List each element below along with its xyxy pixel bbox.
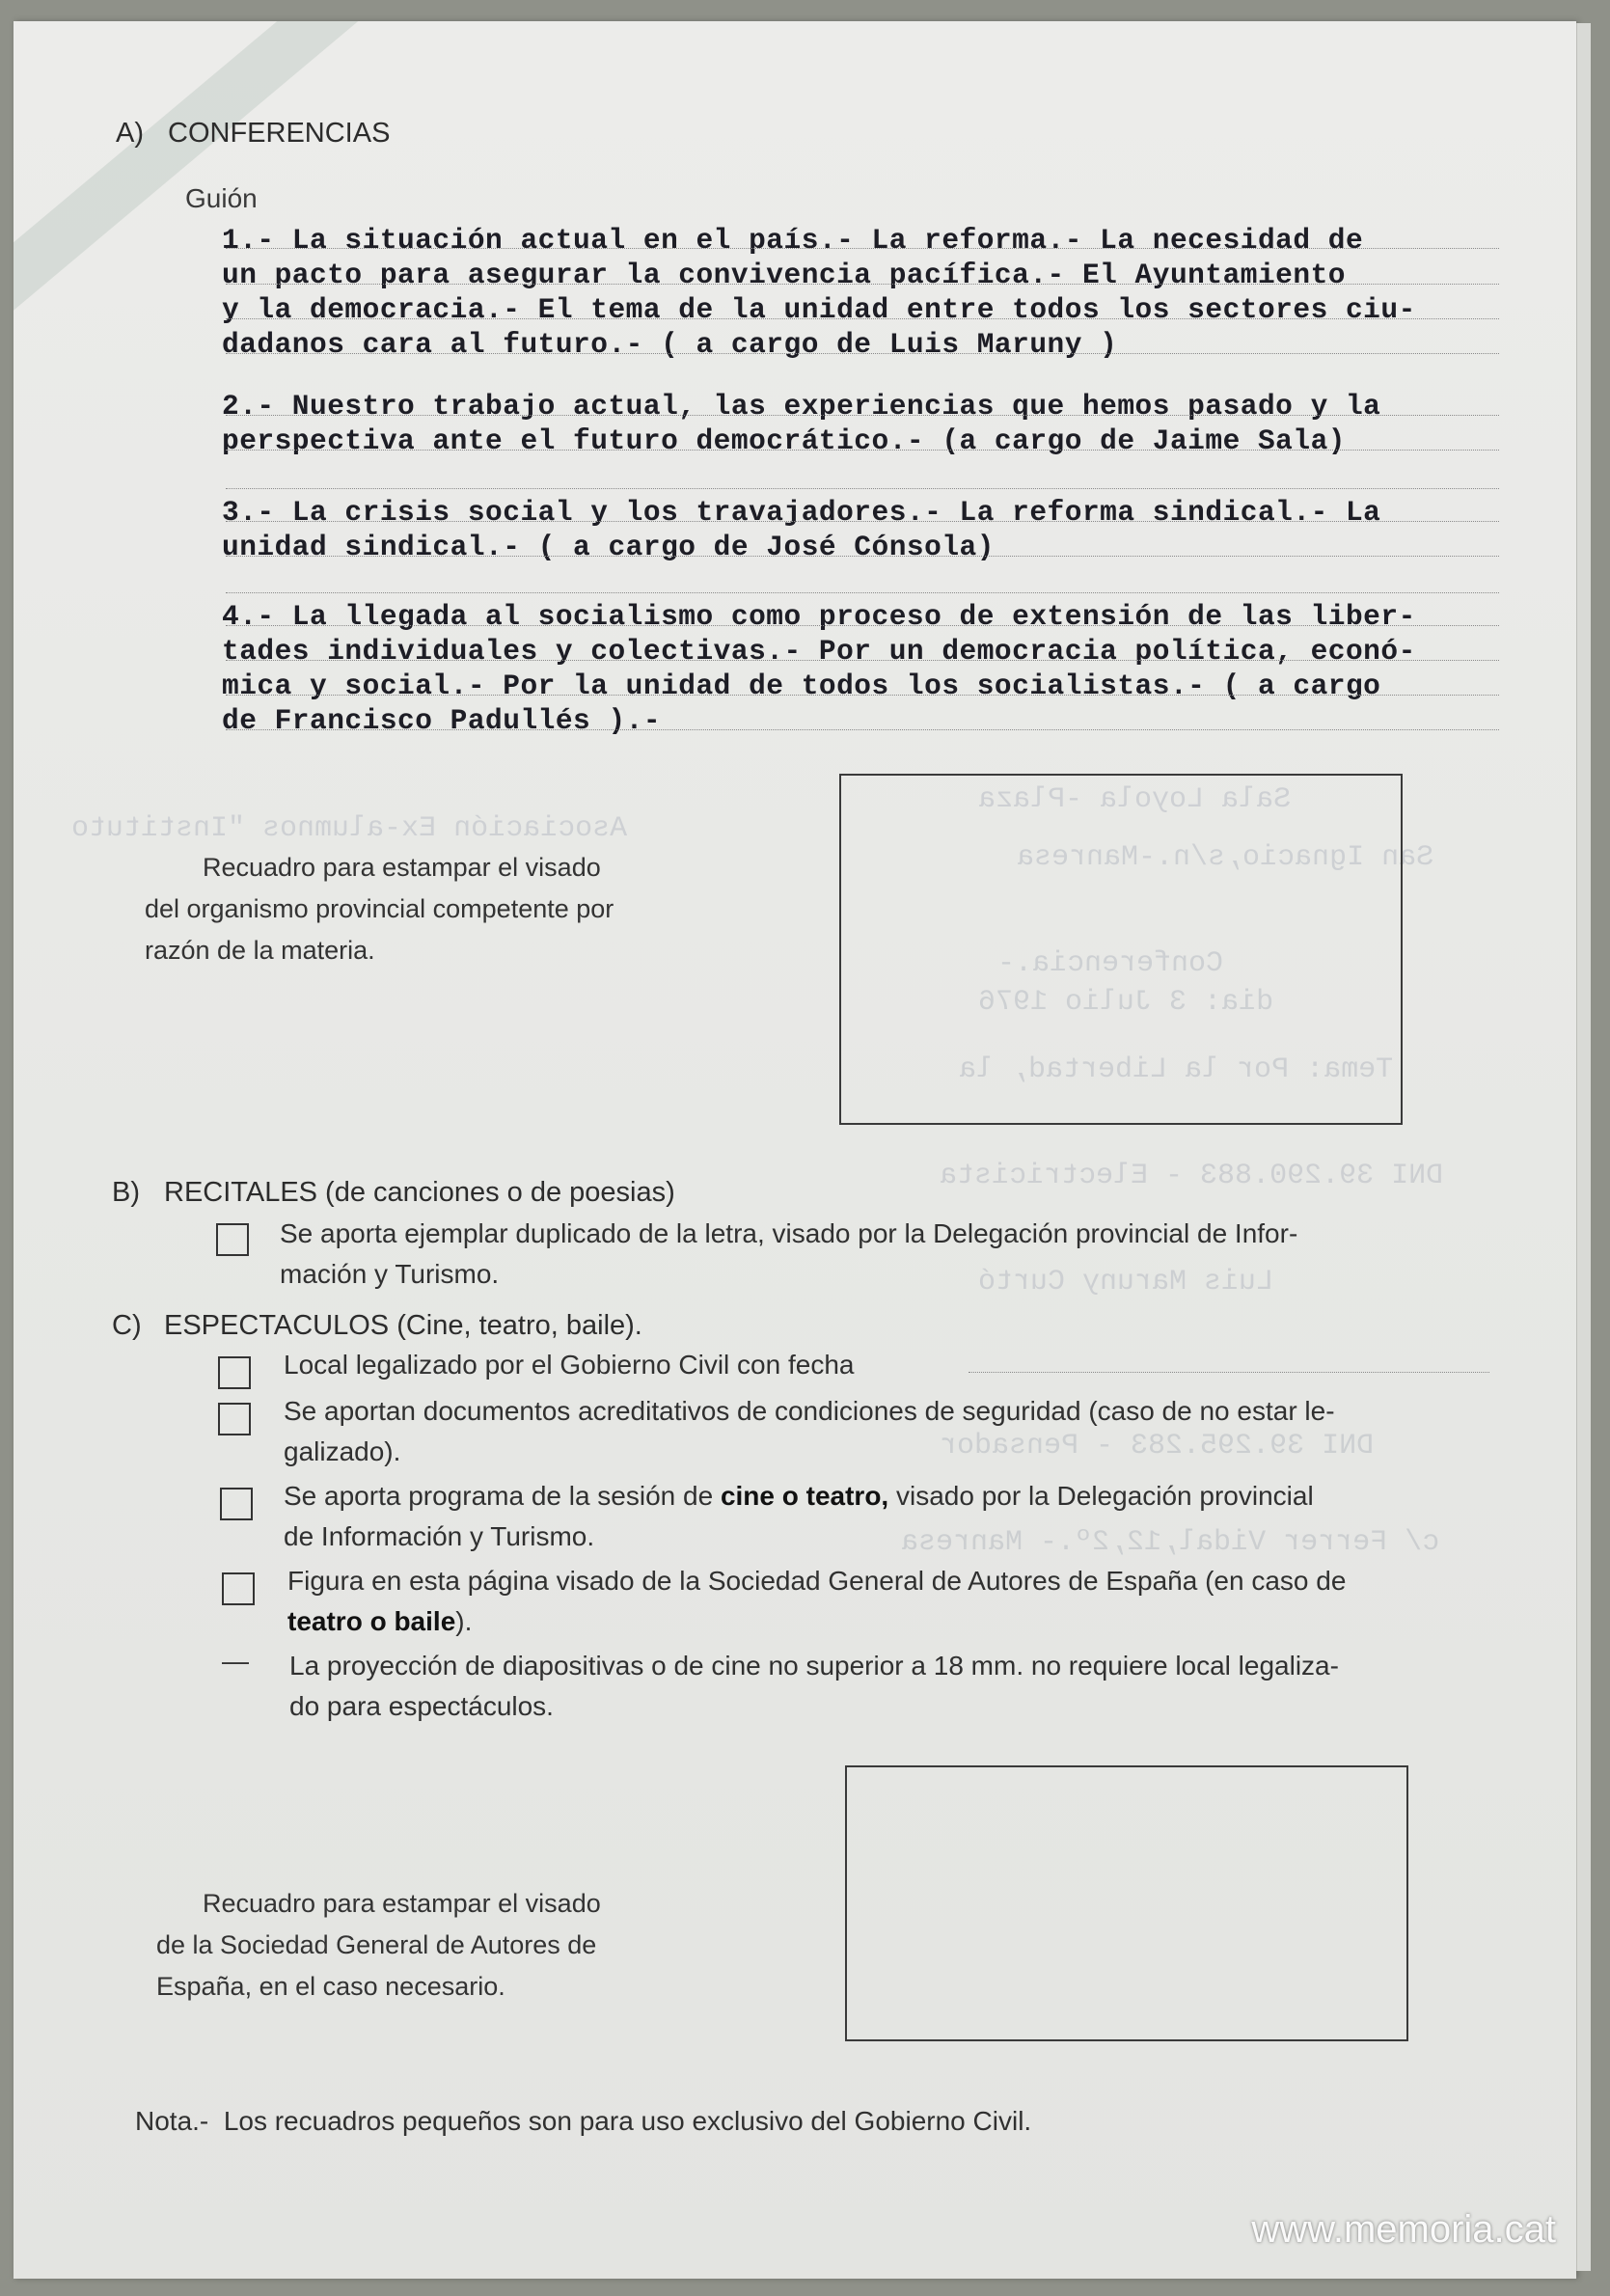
section-title: ESPECTACULOS (Cine, teatro, baile).: [164, 1310, 642, 1341]
ruled-line: [226, 729, 1499, 730]
espectaculo-item-4: [287, 1561, 1513, 1642]
bleed-through: DNI 39.290.883 - Electricista: [940, 1160, 1444, 1192]
section-a-subtitle: Guión: [185, 183, 258, 213]
item-line: mación y Turismo.: [280, 1259, 500, 1289]
ruled-line: [226, 521, 1499, 522]
sheet-edge: [1576, 23, 1591, 2271]
item-line: Figura en esta página visado de la Sociedad General de Autores de España (en caso de: [287, 1566, 1347, 1596]
ruled-line: [226, 318, 1499, 319]
item-line: [284, 1476, 1509, 1517]
caption-line: del organismo provincial competente por: [145, 894, 614, 923]
document-sheet: [14, 21, 1576, 2279]
ruled-line: [226, 695, 1499, 696]
item-line: de Información y Turismo.: [284, 1521, 595, 1551]
ruled-line: [226, 488, 1499, 489]
checkbox-programa-sesion[interactable]: [220, 1488, 253, 1520]
checkbox-recital-letra[interactable]: [216, 1223, 249, 1256]
caption-line: Recuadro para estampar el visado: [203, 853, 601, 882]
recital-item: [280, 1214, 1514, 1295]
bleed-through: Luis Maruny Curtó: [978, 1266, 1274, 1298]
item-line: do para espectáculos.: [289, 1691, 554, 1721]
talk-4-line-4: de Francisco Padullés ).-: [222, 704, 662, 737]
bleed-through: Conferencia.-: [997, 947, 1224, 980]
ruled-line: [226, 353, 1499, 354]
ruled-line: [226, 450, 1499, 451]
talk-1-line-3: y la democracia.- El tema de la unidad entre todos los sectores ciu-: [222, 293, 1416, 326]
stamp-box-provincial: [839, 774, 1403, 1125]
ruled-line: [226, 415, 1499, 416]
caption-line: razón de la materia.: [145, 936, 375, 965]
talk-3-line-1: 3.- La crisis social y los travajadores.- La reforma sindical.- La: [222, 496, 1381, 529]
talk-1-line-1: 1.- La situación actual en el país.- La reforma.- La necesidad de: [222, 224, 1364, 257]
talk-2-line-2: perspectiva ante el futuro democrático.- (a cargo de Jaime Sala): [222, 424, 1346, 457]
section-letter: A): [116, 118, 144, 149]
checkbox-documentos-seguridad[interactable]: [218, 1403, 251, 1435]
talk-4-line-3: mica y social.- Por la unidad de todos los socialistas.- ( a cargo: [222, 670, 1381, 702]
talk-4-line-1: 4.- La llegada al socialismo como proceso de extensión de las liber-: [222, 600, 1416, 633]
caption-line: de la Sociedad General de Autores de: [156, 1930, 597, 1959]
ruled-line: [226, 625, 1499, 626]
item-text: Se aporta programa de la sesión de: [284, 1481, 721, 1511]
caption-line: Recuadro para estampar el visado: [203, 1889, 601, 1918]
stamp-box-sgae: [845, 1765, 1408, 2041]
ruled-line: [226, 592, 1499, 593]
checkbox-visado-sgae[interactable]: [222, 1572, 255, 1605]
box-c-caption: [156, 1883, 754, 2008]
talk-4-line-2: tades individuales y colectivas.- Por un democracia política, econó-: [222, 635, 1416, 668]
espectaculo-item-1: Local legalizado por el Gobierno Civil con fecha: [284, 1350, 855, 1380]
talk-2-line-1: 2.- Nuestro trabajo actual, las experiencias que hemos pasado y la: [222, 390, 1381, 423]
item-bold-text: teatro o baile: [287, 1606, 456, 1636]
caption-line: España, en el caso necesario.: [156, 1972, 505, 2001]
note-line: [135, 2101, 1031, 2142]
section-b-heading: [112, 1177, 675, 1209]
talk-1-line-4: dadanos cara al futuro.- ( a cargo de Luis Maruny ): [222, 328, 1118, 361]
box-a-caption: [145, 847, 743, 971]
item-line: Se aporta ejemplar duplicado de la letra, visado por la Delegación provincial de Infor-: [280, 1218, 1298, 1248]
bleed-through: San Ignacio,s/n.-Manresa: [1017, 841, 1434, 874]
section-letter: C): [112, 1310, 142, 1341]
ruled-line: [226, 556, 1499, 557]
item-text: visado por la Delegación provincial: [888, 1481, 1314, 1511]
section-title: RECITALES (de canciones o de poesias): [164, 1177, 675, 1208]
espectaculo-item-3: [284, 1476, 1509, 1557]
ruled-line: [226, 284, 1499, 285]
bleed-through: Asociación Ex-alumnos "Instituto: [71, 812, 628, 845]
bleed-through: Tema: Por la Libertad, la: [959, 1053, 1394, 1086]
bleed-through: c/ Ferrer Vidal,12,2º.- Manresa: [901, 1526, 1440, 1559]
item-line: [287, 1601, 1513, 1642]
date-fill-line[interactable]: [969, 1372, 1489, 1373]
item-bold-text: cine o teatro,: [720, 1481, 889, 1511]
note-label: Nota.-: [135, 2106, 209, 2136]
note-text: Los recuadros pequeños son para uso exclusivo del Gobierno Civil.: [223, 2106, 1032, 2136]
section-letter: B): [112, 1177, 140, 1208]
section-a-heading: [116, 118, 390, 150]
section-title: CONFERENCIAS: [168, 118, 391, 149]
checkbox-local-legalizado[interactable]: [218, 1356, 251, 1389]
espectaculo-item-2: [284, 1391, 1509, 1472]
bleed-through: dia: 3 Julio 1976: [978, 986, 1274, 1019]
talk-1-line-2: un pacto para asegurar la convivencia pacífica.- El Ayuntamiento: [222, 259, 1346, 291]
item-text: ).: [455, 1606, 473, 1636]
talk-3-line-2: unidad sindical.- ( a cargo de José Cónsola): [222, 531, 995, 563]
bleed-through: Sala Loyola -Plaza: [978, 783, 1292, 816]
item-line: La proyección de diapositivas o de cine no superior a 18 mm. no requiere local legaliza-: [289, 1651, 1339, 1681]
bleed-through: DNI 39.295.283 - Pensador: [940, 1430, 1375, 1462]
ruled-line: [226, 660, 1499, 661]
dash-marker: —: [222, 1646, 249, 1676]
section-c-heading: [112, 1310, 642, 1342]
watermark: www.memoria.cat: [1251, 2208, 1556, 2251]
item-line: galizado).: [284, 1436, 401, 1466]
item-line: Se aportan documentos acreditativos de condiciones de seguridad (caso de no estar le-: [284, 1396, 1335, 1426]
espectaculo-note: [289, 1646, 1514, 1727]
ruled-line: [226, 248, 1499, 249]
